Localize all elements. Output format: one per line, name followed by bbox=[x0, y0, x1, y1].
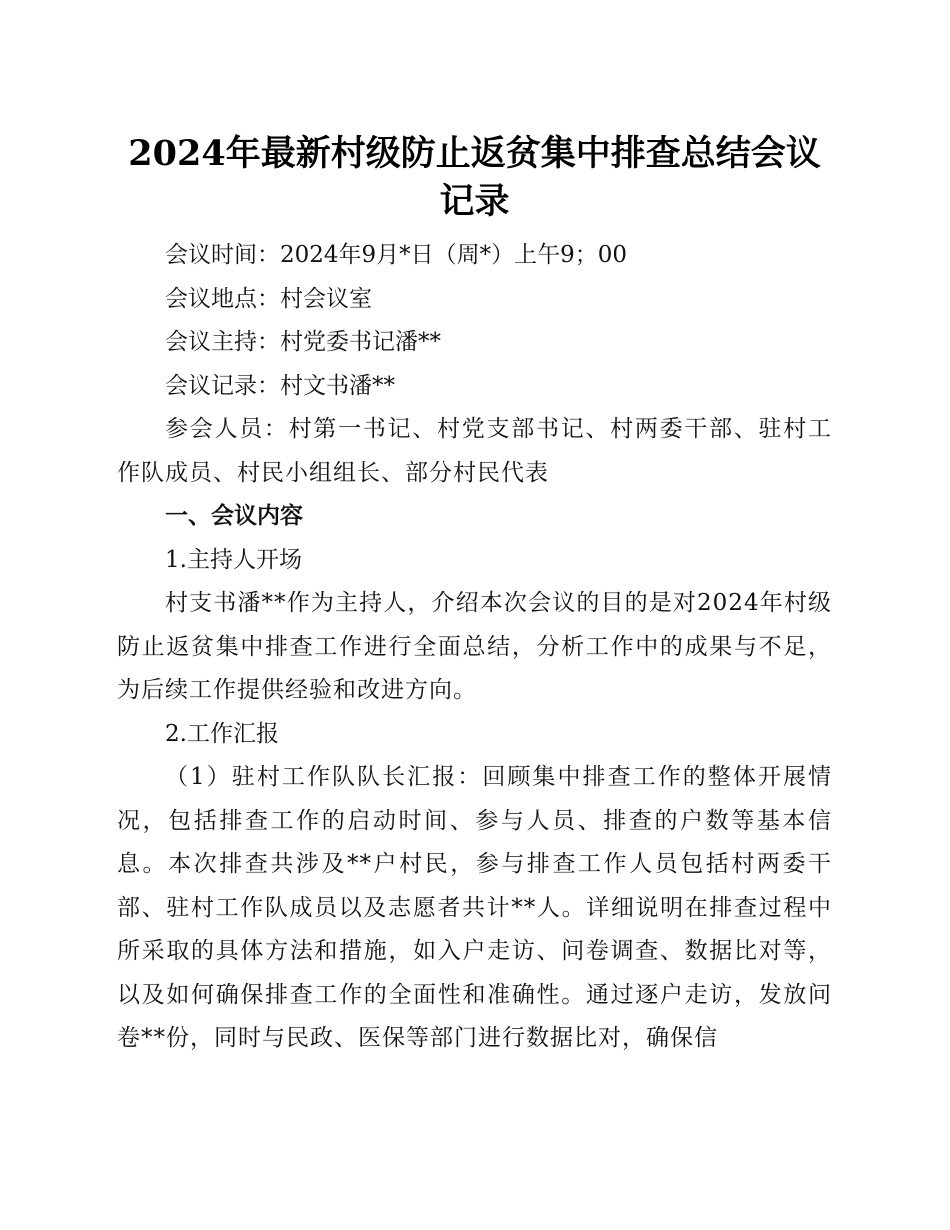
meeting-time: 会议时间：2024年9月*日（周*）上午9；00 bbox=[165, 242, 628, 268]
document-body bbox=[117, 130, 832, 1061]
meeting-info bbox=[117, 234, 832, 495]
item-paragraph-work-report: （1）驻村工作队队长汇报：回顾集中排查工作的整体开展情况，包括排查工作的启动时间、参与人员、排查的户数等基本信息。本次排查共涉及**户村民，参与排查工作人员包括村两委干部、驻村工作队成员以及志愿者共计**人。详细说明在排查过程中所采取的具体方法和措施，如入户走访、问卷调查、数据比对等，以及如何确保排查工作的全面性和准确性。通过逐户走访，发放问卷**份，同时与民政、医保等部门进行数据比对，确保信 bbox=[117, 764, 832, 1051]
item-heading-host-opening: 1.主持人开场 bbox=[165, 546, 302, 573]
document-title: 2024年最新村级防止返贫集中排查总结会议记录 bbox=[128, 133, 821, 222]
item-paragraph-host-opening: 村支书潘**作为主持人，介绍本次会议的目的是对2024年村级防止返贫集中排查工作进行全面总结，分析工作中的成果与不足，为后续工作提供经验和改进方向。 bbox=[117, 590, 832, 703]
meeting-attendees: 参会人员：村第一书记、村党支部书记、村两委干部、驻村工作队成员、村民小组组长、部分村民代表 bbox=[117, 416, 832, 486]
meeting-recorder: 会议记录：村文书潘** bbox=[165, 372, 395, 399]
meeting-host: 会议主持：村党委书记潘** bbox=[165, 329, 441, 355]
section-heading-meeting-content: 一、会议内容 bbox=[165, 503, 303, 529]
item-heading-work-report: 2.工作汇报 bbox=[165, 720, 279, 747]
meeting-place: 会议地点：村会议室 bbox=[165, 285, 372, 312]
